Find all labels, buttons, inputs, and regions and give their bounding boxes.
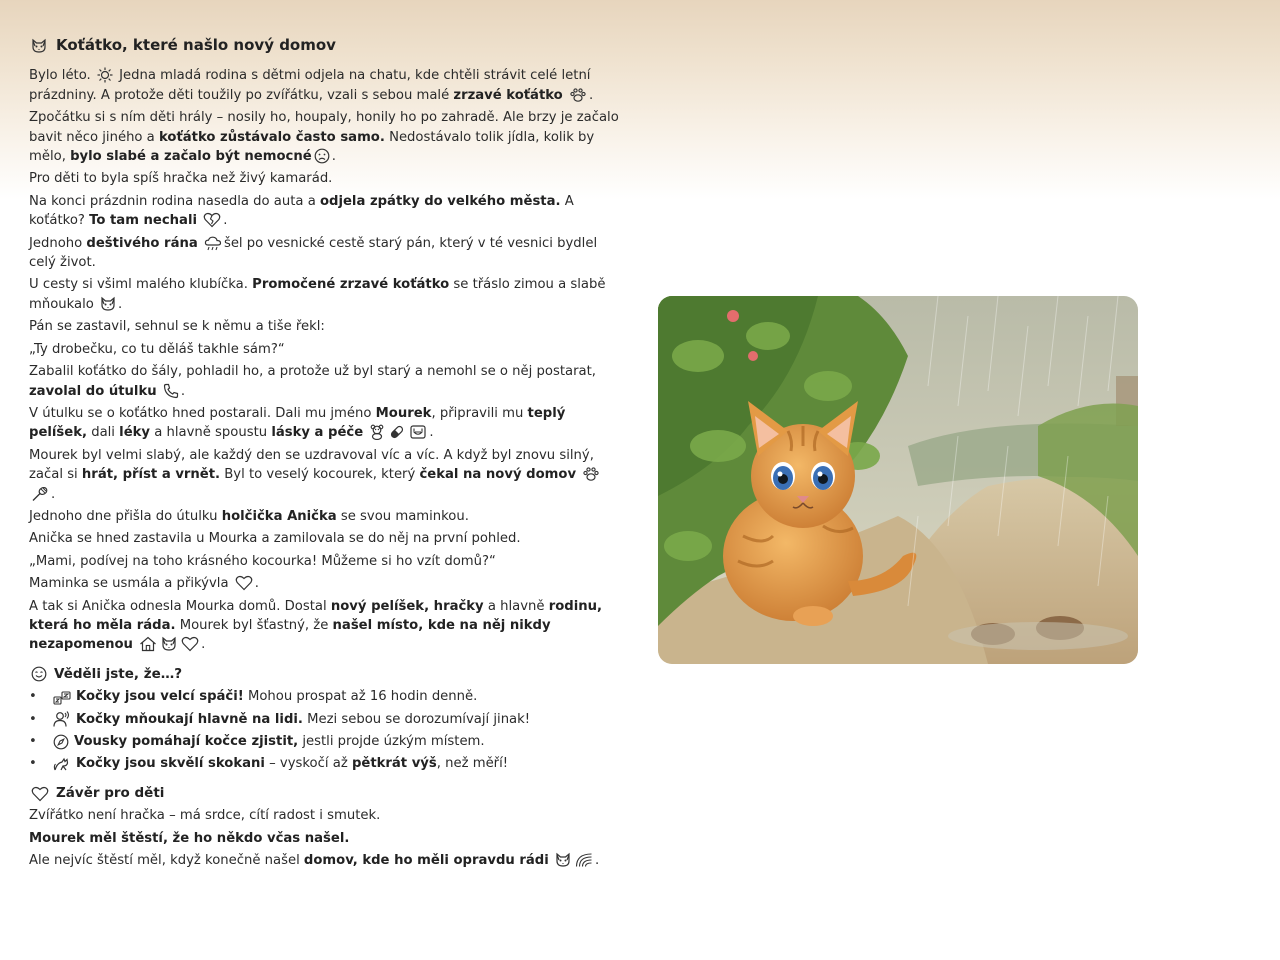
text-run: A koťátko?	[29, 193, 574, 229]
text-run	[133, 637, 137, 652]
paw-icon	[569, 87, 587, 103]
bold-text: Mourek měl štěstí, že ho někdo včas našel.	[29, 830, 350, 846]
bold-text: léky	[119, 425, 151, 441]
fact-item	[29, 687, 619, 706]
fact-text	[76, 754, 508, 773]
text-run	[576, 467, 580, 482]
story-paragraph	[29, 275, 619, 314]
sun-icon	[97, 67, 113, 83]
story-paragraph	[29, 317, 619, 336]
story-paragraph	[29, 340, 619, 359]
rain-cloud-icon	[204, 235, 222, 251]
text-run: Mourek byl šťastný, že	[175, 617, 333, 633]
fact-text	[74, 732, 485, 751]
cat-face-icon	[161, 636, 177, 652]
fact-bold: Kočky mňoukají hlavně na lidi.	[76, 711, 303, 727]
phone-icon	[163, 383, 179, 399]
story-paragraph	[29, 404, 619, 443]
bold-text: Mourek	[375, 405, 432, 421]
story-paragraph	[29, 108, 619, 166]
heart-icon	[235, 575, 253, 591]
text-run: .	[180, 383, 186, 399]
bold-text: Promočené zrzavé koťátko	[252, 277, 450, 293]
text-run: Anička se hned zastavila u Mourka a zamilovala se do něj na první pohled.	[29, 531, 521, 547]
story-body	[29, 66, 619, 654]
bold-text: lásky a péče	[271, 425, 364, 441]
house-icon	[139, 636, 157, 652]
paw-icon	[582, 466, 600, 482]
text-run: V útulku se o koťátko hned postarali. Dali mu jméno	[29, 405, 376, 421]
text-run: .	[429, 425, 434, 441]
fact-bold: pětkrát výš	[351, 756, 437, 772]
text-run: Jedna mladá rodina s dětmi odjela na chatu, kde chtěli strávit celé letní prázdniny. A protože děti toužily po zvířátku, vzali s sebou malé	[29, 68, 591, 103]
story-paragraph	[29, 362, 619, 401]
text-run: Na konci prázdnin rodina nasedla do auta a	[29, 193, 320, 209]
bold-text: holčička Anička	[221, 508, 337, 524]
bold-text: teplý pelíšek,	[29, 405, 566, 441]
story-paragraph	[29, 507, 619, 526]
text-run	[157, 384, 161, 399]
story-paragraph	[29, 552, 619, 571]
facts-heading	[29, 665, 619, 684]
text-run: .	[254, 576, 259, 592]
text-run: Maminka se usmála a přikývla	[29, 576, 233, 592]
conclusion-heading	[29, 784, 619, 803]
text-run: a hlavně	[483, 598, 549, 614]
text-run: .	[51, 486, 56, 502]
fact-bold: Kočky jsou velcí spáči!	[76, 689, 244, 705]
fact-rest: Mezi sebou se dorozumívají jinak!	[302, 711, 531, 727]
bowl-icon	[409, 424, 427, 440]
text-run: Zvířátko není hračka – má srdce, cítí radost i smutek.	[29, 808, 381, 824]
text-run: .	[118, 296, 123, 312]
conclusion-line	[29, 806, 619, 825]
jumping-cat-icon	[53, 756, 71, 772]
cat-face-icon	[31, 38, 47, 54]
text-run: .	[223, 213, 228, 229]
text-run: Pán se zastavil, sehnul se k němu a tiše řekl:	[29, 319, 325, 335]
text-run: Pro děti to byla spíš hračka než živý kamarád.	[29, 171, 333, 187]
teddy-bear-icon	[369, 424, 385, 440]
text-run: , připravili mu	[431, 405, 528, 421]
story-paragraph	[29, 597, 619, 655]
text-run: „Ty drobečku, co tu děláš takhle sám?“	[29, 341, 285, 357]
fact-rest: – vyskočí až	[264, 756, 352, 772]
illustration-svg	[658, 296, 1138, 664]
fact-rest: jestli projde úzkým místem.	[298, 734, 485, 749]
sad-face-icon	[314, 148, 330, 164]
conclusion-heading-text: Závěr pro děti	[56, 784, 165, 801]
text-run: .	[588, 87, 594, 103]
facts-list	[29, 687, 619, 774]
heart-icon	[181, 636, 199, 652]
text-run: dali	[87, 425, 120, 441]
compass-icon	[53, 734, 69, 750]
story-paragraph	[29, 66, 619, 105]
text-run: Ale nejvíc štěstí měl, když konečně našel	[29, 853, 304, 869]
text-run: šel po vesnické cestě starý pán, který v té vesnici bydlel celý život.	[29, 235, 598, 271]
broken-heart-icon	[203, 212, 221, 228]
text-run	[198, 236, 202, 251]
conclusion-line	[29, 829, 619, 848]
conclusion-body	[29, 806, 619, 870]
text-run: Byl to veselý kocourek, který	[220, 467, 420, 483]
story-paragraph	[29, 529, 619, 548]
text-run: Mourek byl velmi slabý, ale každý den se uzdravoval víc a víc. A když byl znovu silný, začal si	[29, 447, 594, 483]
bold-text: bylo slabé a začalo být nemocné	[70, 149, 312, 165]
fact-item	[29, 754, 619, 773]
conclusion-line	[29, 851, 619, 870]
text-run: A tak si Anička odnesla Mourka domů. Dostal	[29, 598, 331, 614]
story-paragraph	[29, 446, 619, 504]
bold-text: hrát, příst a vrnět.	[81, 467, 221, 483]
text-run: Zabalil koťátko do šály, pohladil ho, a protože už byl starý a nemohl se o něj postarat,	[29, 364, 596, 380]
text-run: U cesty si všiml malého klubíčka.	[29, 277, 253, 293]
text-run: a hlavně spoustu	[150, 425, 272, 441]
text-run: se svou maminkou.	[336, 508, 469, 524]
bold-text: To tam nechali	[89, 213, 198, 229]
text-run	[549, 853, 553, 868]
feather-toy-icon	[31, 486, 49, 502]
bold-text: čekal na nový domov	[419, 467, 577, 483]
bold-text: rodinu, která ho měla ráda.	[29, 598, 603, 633]
fact-rest: Mohou prospat až 16 hodin denně.	[243, 689, 478, 705]
story-title-text: Koťátko, které našlo nový domov	[56, 36, 336, 54]
pill-icon	[389, 424, 405, 440]
person-speaking-icon	[53, 711, 71, 727]
text-run	[563, 88, 567, 103]
story-paragraph	[29, 234, 619, 273]
text-run: Bylo léto.	[29, 68, 95, 84]
smiling-face-icon	[31, 666, 47, 682]
fact-text	[76, 687, 477, 706]
cat-face-icon	[555, 852, 571, 868]
text-run	[363, 425, 367, 440]
text-run: se třáslo zimou a slabě mňoukalo	[29, 277, 606, 312]
fact-rest: , než měří!	[436, 756, 509, 772]
story-paragraph	[29, 192, 619, 231]
story-paragraph	[29, 574, 619, 593]
bold-text: nový pelíšek, hračky	[330, 598, 484, 614]
cat-face-icon	[100, 296, 116, 312]
text-run: Jednoho dne přišla do útulku	[29, 508, 222, 524]
bold-text: odjela zpátky do velkého města.	[319, 193, 561, 209]
facts-heading-text: Věděli jste, že…?	[54, 665, 183, 682]
fact-bold: Kočky jsou skvělí skokani	[76, 756, 265, 772]
text-run: Zpočátku si s ním děti hrály – nosily ho, houpaly, honily ho po zahradě. Ale brzy je začalo bavit něco jiného a	[29, 110, 619, 145]
text-run: Jednoho	[29, 235, 87, 251]
story-column	[29, 36, 619, 873]
bold-text: koťátko zůstávalo často samo.	[158, 129, 385, 145]
bold-text: domov, kde ho měli opravdu rádi	[303, 853, 549, 869]
sleeping-zzz-icon	[53, 689, 71, 705]
text-run	[197, 213, 201, 228]
text-run: „Mami, podívej na toho krásného kocourka! Můžeme si ho vzít domů?“	[29, 553, 496, 569]
bold-text: našel místo, kde na něj nikdy nezapomenou	[29, 617, 551, 653]
rainbow-icon	[575, 852, 593, 868]
story-paragraph	[29, 169, 619, 188]
fact-item	[29, 732, 619, 751]
bold-text: zavolal do útulku	[29, 383, 157, 399]
heart-icon	[31, 786, 49, 802]
fact-text	[76, 710, 530, 729]
text-run: .	[201, 637, 206, 653]
story-title	[29, 36, 619, 55]
bold-text: zrzavé koťátko	[453, 87, 563, 103]
text-run: Nedostávalo tolik jídla, kolik by mělo,	[29, 129, 595, 165]
fact-bold: Vousky pomáhají kočce zjistit,	[74, 734, 299, 749]
kitten-in-rain-illustration	[658, 296, 1138, 664]
fact-item	[29, 710, 619, 729]
text-run: .	[331, 149, 336, 165]
bold-text: deštivého rána	[86, 235, 198, 251]
text-run: .	[594, 853, 600, 869]
